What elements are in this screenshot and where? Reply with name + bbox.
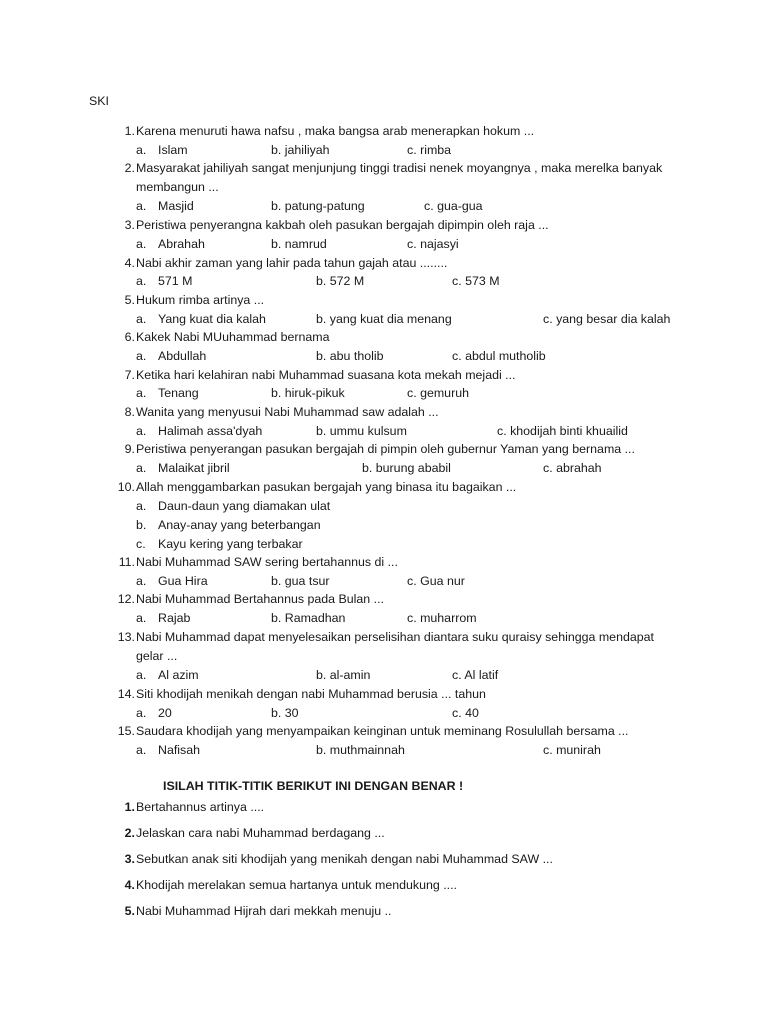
option-text: c. 573 M [452,274,500,288]
option-text: b. muthmainnah [316,743,405,757]
option-text: Tenang [158,386,199,400]
option-text: Islam [158,143,188,157]
option-text: b. patung-patung [271,199,365,213]
option-text: b. yang kuat dia menang [316,312,452,326]
option-text: Daun-daun yang diamakan ulat [158,499,331,513]
option-letter: c. [136,537,146,551]
option-letter: a. [136,274,147,288]
option-text: Halimah assa'dyah [158,424,263,438]
option-text: c. rimba [407,143,452,157]
option-text: b. gua tsur [271,574,330,588]
option-text: Yang kuat dia kalah [158,312,266,326]
option-letter: a. [136,499,147,513]
essay-text: Khodijah merelakan semua hartanya untuk mendukung .... [136,878,457,892]
option-text: Al azim [158,668,199,682]
option-letter: a. [136,574,147,588]
option-letter: b. [136,518,147,532]
option-text: b. burung ababil [362,461,451,475]
essay-text: Nabi Muhammad Hijrah dari mekkah menuju .. [136,904,392,918]
question-text: Peristiwa penyerangna kakbah oleh pasukan bergajah dipimpin oleh raja ... [136,218,549,232]
essay-heading: ISILAH TITIK-TITIK BERIKUT INI DENGAN BENAR ! [163,779,464,793]
question-text: Saudara khodijah yang menyampaikan keinginan untuk meminang Rosulullah bersama ... [136,724,629,738]
option-text: c. abrahah [543,461,602,475]
option-text: Malaikat jibril [158,461,230,475]
option-text: b. al-amin [316,668,371,682]
question-number: 10. [117,480,135,494]
question-number: 12. [117,592,135,606]
question-text: membangun ... [136,180,219,194]
option-letter: a. [136,349,147,363]
question-number: 4. [124,256,135,270]
question-text: gelar ... [136,649,178,663]
option-letter: a. [136,237,147,251]
option-text: Gua Hira [158,574,208,588]
question-text: Hukum rimba artinya ... [136,293,265,307]
option-text: Abrahah [158,237,205,251]
essay-number: 2. [124,826,135,840]
question-number: 11. [118,555,135,569]
option-text: c. khodijah binti khuailid [497,424,628,438]
question-text: Peristiwa penyerangan pasukan bergajah di pimpin oleh gubernur Yaman yang bernama ... [136,442,635,456]
question-number: 15. [117,724,135,738]
option-text: c. najasyi [407,237,459,251]
option-letter: a. [136,706,147,720]
option-letter: a. [136,143,147,157]
question-number: 1. [124,124,135,138]
option-text: b. ummu kulsum [316,424,407,438]
option-text: b. jahiliyah [271,143,330,157]
option-letter: a. [136,386,147,400]
essay-text: Bertahannus artinya .... [136,800,265,814]
question-number: 3. [124,218,135,232]
option-text: Anay-anay yang beterbangan [158,518,321,532]
option-text: 571 M [158,274,193,288]
question-text: Allah menggambarkan pasukan bergajah yang binasa itu bagaikan ... [136,480,517,494]
option-letter: a. [136,424,147,438]
question-number: 8. [124,405,135,419]
essay-number: 5. [124,904,135,918]
question-text: Wanita yang menyusui Nabi Muhammad saw adalah ... [136,405,439,419]
option-letter: a. [136,461,147,475]
essay-number: 1. [124,800,135,814]
question-text: Kakek Nabi MUuhammad bernama [136,330,330,344]
question-text: Siti khodijah menikah dengan nabi Muhammad berusia ... tahun [136,687,486,701]
essay-number: 4. [124,878,135,892]
option-text: c. munirah [543,743,601,757]
option-text: c. Al latif [452,668,499,682]
option-text: c. muharrom [407,611,477,625]
option-text: c. gemuruh [407,386,469,400]
option-letter: a. [136,668,147,682]
option-text: b. Ramadhan [271,611,346,625]
option-text: c. yang besar dia kalah [543,312,671,326]
option-letter: a. [136,611,147,625]
question-text: Nabi Muhammad SAW sering bertahannus di ... [136,555,398,569]
question-number: 6. [124,330,135,344]
option-text: 20 [158,706,172,720]
option-text: Nafisah [158,743,201,757]
question-number: 9. [124,442,135,456]
option-text: b. 572 M [316,274,365,288]
question-text: Nabi Muhammad Bertahannus pada Bulan ... [136,592,384,606]
option-text: c. gua-gua [424,199,483,213]
option-text: b. 30 [271,706,299,720]
option-text: b. namrud [271,237,327,251]
question-text: Masyarakat jahiliyah sangat menjunjung tinggi tradisi nenek moyangnya , maka merelka banyak [136,161,663,175]
option-letter: a. [136,312,147,326]
option-text: c. Gua nur [407,574,465,588]
option-text: c. 40 [452,706,479,720]
question-number: 2. [124,161,135,175]
option-text: Rajab [158,611,191,625]
question-number: 13. [117,630,135,644]
question-number: 5. [124,293,135,307]
option-letter: a. [136,743,147,757]
option-text: Masjid [158,199,194,213]
option-text: b. abu tholib [316,349,384,363]
essay-number: 3. [124,852,135,866]
question-number: 14. [117,687,135,701]
option-letter: a. [136,199,147,213]
option-text: Kayu kering yang terbakar [158,537,303,551]
essay-text: Sebutkan anak siti khodijah yang menikah dengan nabi Muhammad SAW ... [136,852,553,866]
question-text: Nabi akhir zaman yang lahir pada tahun gajah atau ........ [136,256,448,270]
essay-text: Jelaskan cara nabi Muhammad berdagang ... [136,826,385,840]
option-text: b. hiruk-pikuk [271,386,345,400]
question-text: Karena menuruti hawa nafsu , maka bangsa arab menerapkan hokum ... [136,124,535,138]
question-text: Nabi Muhammad dapat menyelesaikan perselisihan diantara suku quraisy sehingga mendapat [136,630,654,644]
question-number: 7. [124,368,135,382]
option-text: c. abdul mutholib [452,349,546,363]
option-text: Abdullah [158,349,207,363]
document-title: SKI [89,94,109,108]
question-text: Ketika hari kelahiran nabi Muhammad suasana kota mekah mejadi ... [136,368,516,382]
